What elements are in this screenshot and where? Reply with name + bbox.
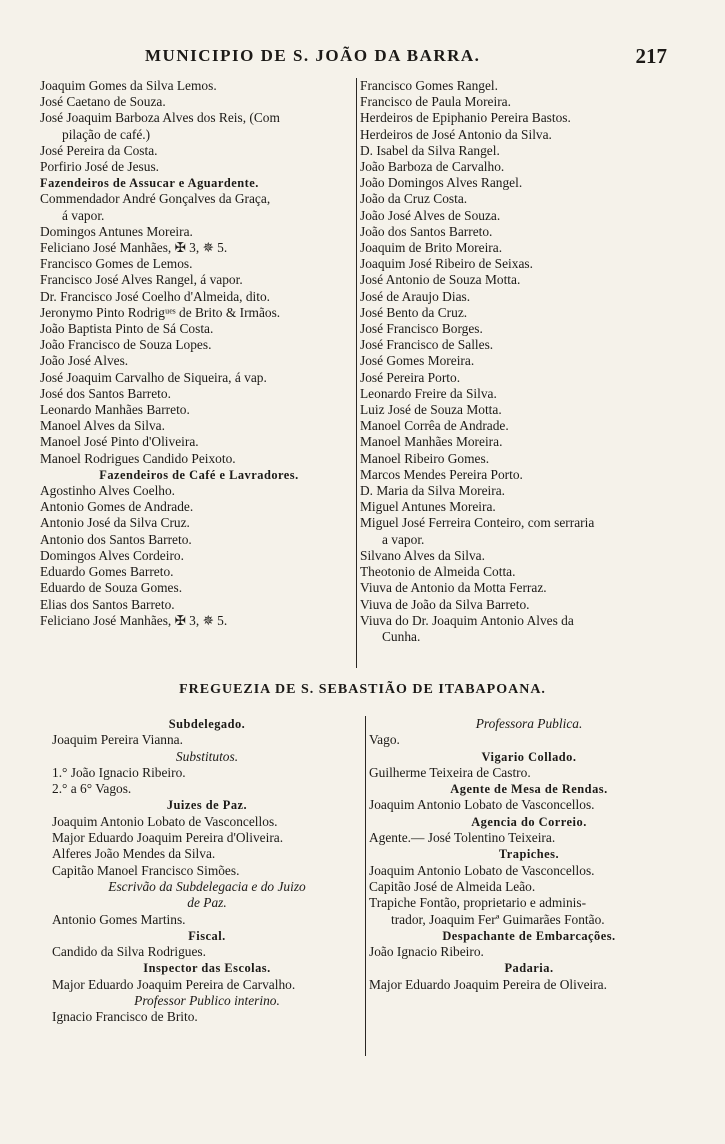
section-heading: Inspector das Escolas. bbox=[143, 961, 271, 976]
italic-heading: Professor Publico interino. bbox=[134, 993, 280, 1009]
directory-entry: Viuva de João da Silva Barreto. bbox=[360, 596, 530, 612]
directory-entry: Miguel Antunes Moreira. bbox=[360, 499, 496, 515]
directory-entry: José Caetano de Souza. bbox=[40, 94, 166, 110]
directory-entry: Marcos Mendes Pereira Porto. bbox=[360, 466, 523, 482]
section-heading: Subdelegado. bbox=[168, 717, 246, 731]
directory-entry: Alferes João Mendes da Silva. bbox=[52, 846, 216, 862]
directory-entry: Francisco de Paula Moreira. bbox=[360, 94, 511, 110]
directory-entry: João da Cruz Costa. bbox=[360, 191, 468, 207]
directory-entry: Jeronymo Pinto Rodrigᵘᵉˢ de Brito & Irmãos. bbox=[40, 304, 281, 320]
bottom-right-column bbox=[369, 716, 689, 993]
directory-entry: João Francisco de Souza Lopes. bbox=[40, 337, 212, 353]
directory-entry: José Bento da Cruz. bbox=[360, 304, 468, 320]
directory-entry: João Domingos Alves Rangel. bbox=[360, 175, 523, 191]
section-heading: Vigario Collado. bbox=[481, 749, 577, 764]
parish-section-title: FREGUEZIA DE S. SEBASTIÃO DE ITABAPOANA. bbox=[179, 682, 546, 697]
directory-entry: Herdeiros de Epiphanio Pereira Bastos. bbox=[360, 110, 571, 126]
directory-entry: Leonardo Freire da Silva. bbox=[360, 385, 497, 401]
directory-entry: Joaquim Pereira Vianna. bbox=[52, 732, 183, 748]
directory-entry: José Joaquim Carvalho de Siqueira, á vap. bbox=[40, 369, 267, 385]
section-heading: Trapiches. bbox=[498, 847, 560, 862]
directory-entry: Manoel Rodrigues Candido Peixoto. bbox=[40, 450, 236, 466]
directory-entry: José de Araujo Dias. bbox=[360, 288, 471, 304]
directory-entry: Candido da Silva Rodrigues. bbox=[52, 944, 206, 960]
directory-entry: Joaquim Antonio Lobato de Vasconcellos. bbox=[369, 797, 595, 813]
directory-entry: Antonio Gomes Martins. bbox=[52, 911, 186, 927]
section-heading: Despachante de Embarcações. bbox=[442, 928, 616, 943]
directory-entry: João José Alves de Souza. bbox=[360, 207, 501, 223]
directory-entry: João Barboza de Carvalho. bbox=[360, 159, 505, 175]
section-heading: Agente de Mesa de Rendas. bbox=[450, 782, 608, 797]
directory-entry: Luiz José de Souza Motta. bbox=[360, 402, 502, 418]
directory-entry: Leonardo Manhães Barreto. bbox=[40, 402, 190, 418]
directory-entry: José Francisco Borges. bbox=[360, 321, 483, 337]
directory-entry: Major Eduardo Joaquim Pereira de Carvalho. bbox=[52, 976, 296, 992]
directory-entry: João Ignacio Ribeiro. bbox=[369, 944, 484, 960]
directory-entry: Francisco José Alves Rangel, á vapor. bbox=[40, 272, 243, 288]
directory-entry: José Antonio de Souza Motta. bbox=[360, 272, 521, 288]
directory-entry: Joaquim Gomes da Silva Lemos. bbox=[40, 78, 217, 93]
directory-entry: Manoel Corrêa de Andrade. bbox=[360, 418, 509, 434]
directory-entry: Silvano Alves da Silva. bbox=[360, 547, 485, 563]
directory-entry: Eduardo de Souza Gomes. bbox=[40, 580, 183, 596]
directory-entry: Francisco Gomes de Lemos. bbox=[40, 256, 193, 272]
directory-entry: José dos Santos Barreto. bbox=[40, 385, 171, 401]
directory-entry: Agostinho Alves Coelho. bbox=[40, 483, 176, 499]
directory-entry: Viuva do Dr. Joaquim Antonio Alves da bbox=[360, 612, 574, 628]
directory-entry: Feliciano José Manhães, ✠ 3, ✵ 5. bbox=[40, 612, 228, 628]
directory-entry: José Pereira da Costa. bbox=[40, 142, 158, 158]
bottom-left-column bbox=[52, 716, 362, 1026]
section-heading: Fazendeiros de Café e Lavradores. bbox=[99, 467, 299, 482]
directory-entry: Capitão José de Almeida Leão. bbox=[369, 878, 536, 894]
directory-entry: Major Eduardo Joaquim Pereira de Oliveira. bbox=[369, 976, 607, 992]
directory-entry: Antonio dos Santos Barreto. bbox=[40, 531, 192, 547]
directory-entry: Antonio Gomes de Andrade. bbox=[40, 499, 194, 515]
entry-continuation: Cunha. bbox=[382, 628, 421, 644]
directory-entry: D. Maria da Silva Moreira. bbox=[360, 483, 506, 499]
directory-entry: Dr. Francisco José Coelho d'Almeida, dito. bbox=[40, 288, 271, 304]
directory-entry: Elias dos Santos Barreto. bbox=[40, 596, 175, 612]
directory-entry: Capitão Manoel Francisco Simões. bbox=[52, 862, 240, 878]
directory-entry: Eduardo Gomes Barreto. bbox=[40, 564, 174, 580]
section-heading: Fiscal. bbox=[188, 928, 226, 943]
italic-heading: Escrivão da Subdelegacia e do Juizo bbox=[108, 878, 306, 894]
entry-continuation: a vapor. bbox=[382, 531, 425, 547]
directory-entry: Francisco Gomes Rangel. bbox=[360, 78, 498, 93]
page-number: 217 bbox=[635, 44, 667, 68]
directory-entry: João dos Santos Barreto. bbox=[360, 223, 493, 239]
directory-entry: Porfirio José de Jesus. bbox=[40, 159, 160, 175]
column-divider-bottom bbox=[365, 716, 366, 1056]
section-heading: Juizes de Paz. bbox=[166, 798, 248, 813]
directory-entry: Miguel José Ferreira Conteiro, com serraria bbox=[360, 515, 595, 531]
directory-entry: José Gomes Moreira. bbox=[360, 353, 475, 369]
directory-entry: Joaquim José Ribeiro de Seixas. bbox=[360, 256, 533, 272]
directory-entry: José Pereira Porto. bbox=[360, 369, 461, 385]
section-heading: Padaria. bbox=[504, 961, 554, 976]
directory-entry: Feliciano José Manhães, ✠ 3, ✵ 5. bbox=[40, 240, 228, 256]
directory-entry: Domingos Antunes Moreira. bbox=[40, 223, 193, 239]
entry-continuation: trador, Joaquim Ferª Guimarães Fontão. bbox=[391, 911, 605, 927]
directory-entry: Theotonio de Almeida Cotta. bbox=[360, 564, 516, 580]
directory-entry: Ignacio Francisco de Brito. bbox=[52, 1009, 198, 1025]
directory-entry: Domingos Alves Cordeiro. bbox=[40, 547, 184, 563]
directory-entry: João José Alves. bbox=[40, 353, 129, 369]
directory-entry: José Joaquim Barboza Alves dos Reis, (Com bbox=[40, 110, 280, 126]
section-heading: Agencia do Correio. bbox=[471, 814, 587, 829]
directory-entry: D. Isabel da Silva Rangel. bbox=[360, 142, 500, 158]
entry-continuation: á vapor. bbox=[62, 207, 105, 223]
directory-entry: Antonio José da Silva Cruz. bbox=[40, 515, 190, 531]
italic-heading: Professora Publica. bbox=[475, 716, 583, 731]
directory-entry: Guilherme Teixeira de Castro. bbox=[369, 764, 531, 780]
page-header bbox=[0, 44, 725, 74]
entry-continuation: pilação de café.) bbox=[62, 126, 151, 142]
directory-entry: Joaquim Antonio Lobato de Vasconcellos. bbox=[52, 813, 278, 829]
top-left-column bbox=[40, 78, 358, 629]
directory-entry: Manoel Alves da Silva. bbox=[40, 418, 165, 434]
directory-entry: Vago. bbox=[369, 732, 400, 748]
directory-entry: 2.° a 6° Vagos. bbox=[52, 781, 132, 797]
directory-entry: Viuva de Antonio da Motta Ferraz. bbox=[360, 580, 547, 596]
directory-entry: Manoel Ribeiro Gomes. bbox=[360, 450, 490, 466]
directory-entry: Major Eduardo Joaquim Pereira d'Oliveira. bbox=[52, 830, 284, 846]
directory-entry: Commendador André Gonçalves da Graça, bbox=[40, 191, 271, 207]
top-right-column bbox=[360, 78, 680, 645]
directory-entry: Agente.— José Tolentino Teixeira. bbox=[369, 830, 556, 846]
directory-entry: Joaquim de Brito Moreira. bbox=[360, 240, 503, 256]
directory-entry: 1.° João Ignacio Ribeiro. bbox=[52, 764, 186, 780]
directory-entry: João Baptista Pinto de Sá Costa. bbox=[40, 321, 214, 337]
directory-entry: Manoel José Pinto d'Oliveira. bbox=[40, 434, 199, 450]
directory-entry: José Francisco de Salles. bbox=[360, 337, 494, 353]
directory-entry: Joaquim Antonio Lobato de Vasconcellos. bbox=[369, 862, 595, 878]
italic-heading: de Paz. bbox=[187, 895, 227, 911]
directory-entry: Herdeiros de José Antonio da Silva. bbox=[360, 126, 552, 142]
italic-heading: Substitutos. bbox=[175, 748, 239, 764]
directory-entry: Manoel Manhães Moreira. bbox=[360, 434, 503, 450]
running-title: MUNICIPIO DE S. JOÃO DA BARRA. bbox=[145, 46, 481, 65]
section-heading: Fazendeiros de Assucar e Aguardente. bbox=[40, 176, 259, 191]
directory-entry: Trapiche Fontão, proprietario e adminis- bbox=[369, 895, 587, 911]
